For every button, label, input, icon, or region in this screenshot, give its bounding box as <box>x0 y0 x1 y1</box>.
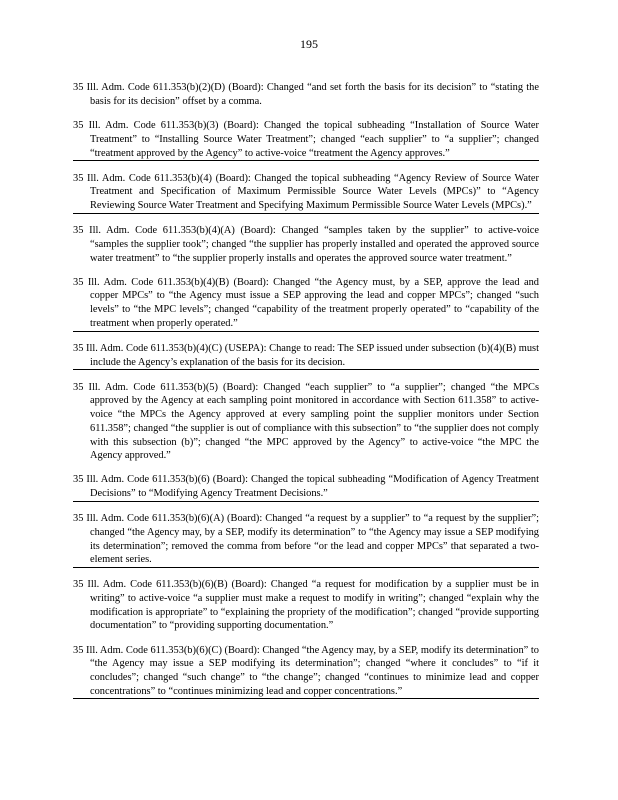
amendment-entry: 35 Ill. Adm. Code 611.353(b)(3) (Board): Changed the topical subheading “Installation of Source Water Treatment” to “Installing Source Water Treatment”; changed “each supplier” to “a supplier”; changed “treatment approved by the Agency” to active-voice “treatment the Agency approves.” <box>73 119 539 161</box>
amendment-entry: 35 Ill. Adm. Code 611.353(b)(5) (Board): Changed “each supplier” to “a supplier”; changed “the MPCs approved by the Agency at each sampling point monitored in accordance with Section 611.358” to active-voice “the MPCs the Agency approved at every sampling point the supplier monitors under Section 611.358”; changed “the supplier is out of compliance with this subsection” to “the supplier does not comply with this subsection (b)”; changed “the MPC approved by the Agency” to active-voice “the MPC the Agency approved.” <box>73 381 539 462</box>
amendment-entry: 35 Ill. Adm. Code 611.353(b)(4)(A) (Board): Changed “samples taken by the supplier” to active-voice “samples the supplier took”; changed “the supplier has properly installed and operated the approved source water treatment” to “the supplier properly installs and operates the approved source water treatment.” <box>73 225 539 264</box>
amendment-entry: 35 Ill. Adm. Code 611.353(b)(4) (Board): Changed the topical subheading “Agency Review of Source Water Treatment and Specification of Maximum Permissible Source Water Levels (MPCs)” to “Agency Reviewing Source Water Treatment and Specifying Maximum Permissible Source Water Levels (MPCs).” <box>73 172 539 214</box>
amendment-entry: 35 Ill. Adm. Code 611.353(b)(2)(D) (Board): Changed “and set forth the basis for its decision” to “stating the basis for its decision” offset by a comma. <box>73 82 539 108</box>
amendment-entry: 35 Ill. Adm. Code 611.353(b)(4)(C) (USEPA): Change to read: The SEP issued under subsection (b)(4)(B) must include the Agency’s explanation of the basis for its decision. <box>73 342 539 370</box>
amendment-list <box>73 71 539 704</box>
amendment-entry: 35 Ill. Adm. Code 611.353(b)(6) (Board): Changed the topical subheading “Modification of Agency Treatment Decisions” to “Modifying Agency Treatment Decisions.” <box>73 473 539 501</box>
amendment-entry: 35 Ill. Adm. Code 611.353(b)(4)(B) (Board): Changed “the Agency must, by a SEP, approve the lead and copper MPCs” to “the Agency must issue a SEP approving the lead and copper MPCs”; changed “such levels” to “the MPC levels”; changed “capability of the treatment properly operated” to “capability of the treatment when properly operated.” <box>73 276 539 332</box>
page-number: 195 <box>300 37 318 51</box>
amendment-entry: 35 Ill. Adm. Code 611.353(b)(6)(B) (Board): Changed “a request for modification by a supplier must be in writing” to active-voice “a supplier must make a request to modify in writing”; changed “explain why the modification is appropriate” to “explaining the propriety of the modification”; changed “provide supporting documentation” to “providing supporting documentation.” <box>73 579 539 632</box>
amendment-entry: 35 Ill. Adm. Code 611.353(b)(6)(C) (Board): Changed “the Agency may, by a SEP, modify its determination” to “the Agency may issue a SEP modifying its determination”; changed “where it concludes” to “if it concludes”; changed “such change” to “the change”; changed “continues to minimize lead and copper concentrations” to “continues minimizing lead and copper concentrations.” <box>73 644 539 700</box>
amendment-entry: 35 Ill. Adm. Code 611.353(b)(6)(A) (Board): Changed “a request by a supplier” to “a request by the supplier”; changed “the Agency may, by a SEP, modify its determination” to “the Agency may issue a SEP modifying its determination”; removed the comma from before “or the lead and copper MPCs” that separated a two-element series. <box>73 512 539 568</box>
